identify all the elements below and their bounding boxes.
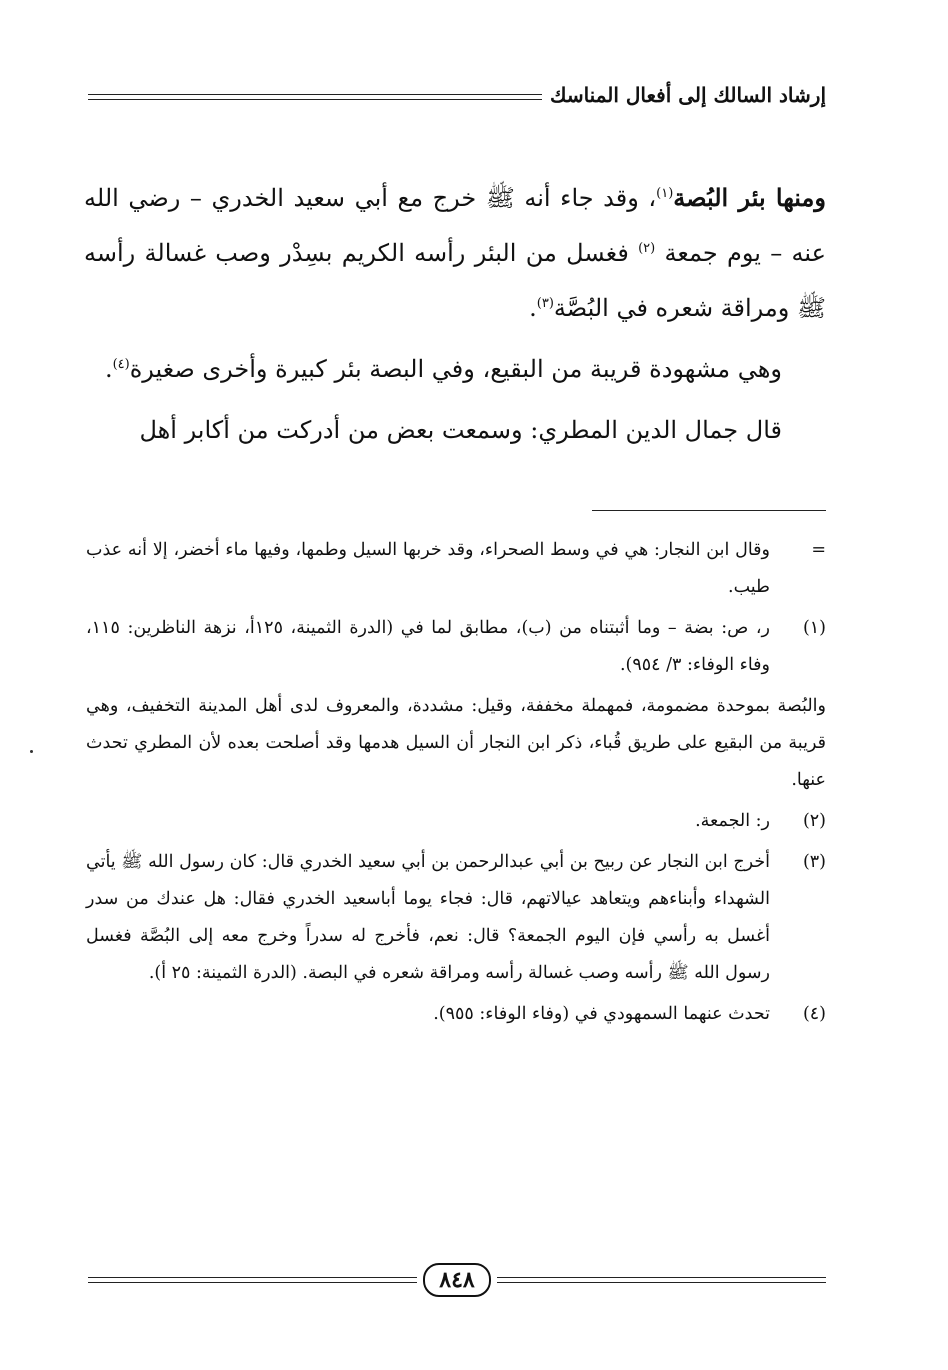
- footnote-2-number: (٢): [802, 811, 826, 831]
- page-number: ٨٤٨: [423, 1263, 490, 1297]
- paragraph-1-text-a: ، وقد جاء أنه ﷺ خرج مع أبي سعيد الخدري – رضي الله عنه – يوم جمعة: [84, 184, 826, 267]
- margin-dot: [30, 750, 33, 753]
- footnote-2: [86, 803, 826, 840]
- footnote-continuation: [86, 532, 826, 606]
- footnote-3-text: أخرج ابن النجار عن ربيح بن أبي عبدالرحمن بن أبي سعيد الخدري قال: كان رسول الله ﷺ يأتي الشهداء وأبناءهم ويتعاهد عيالاتهم، قال: فجاء يوما أباسعيد الخدري فقال: هل عندك من سدر أغسل به رأسي فإن اليوم الجمعة؟ قال: نعم، فأخرج له سدراً وخرج معه إلى البُصَّة فغسل رسول الله ﷺ رأسه وصب غسالة رأسه ومراقة شعره في البصة. (الدرة الثمينة: ٢٥ أ).: [86, 852, 770, 983]
- footnote-2-text: ر: الجمعة.: [695, 811, 770, 831]
- footnote-ref-3: (٣): [536, 296, 554, 311]
- footnote-4-text: تحدث عنهما السمهودي في (وفاء الوفاء: ٩٥٥).: [433, 1004, 770, 1024]
- paragraph-2-end: .: [104, 355, 113, 383]
- paragraph-2-text: وهي مشهودة قريبة من البقيع، وفي البصة بئر كبيرة وأخرى صغيرة: [129, 355, 782, 383]
- footer-rule-left: [88, 1277, 417, 1283]
- running-header: [88, 80, 826, 110]
- footnotes: [86, 532, 826, 1037]
- footnote-separator: [592, 510, 826, 511]
- footnote-3-number: (٣): [802, 852, 826, 872]
- paragraph-3-text: قال جمال الدين المطري: وسمعت بعض من أدركت من أكابر أهل: [139, 416, 782, 444]
- footnote-continuation-marker: =: [811, 540, 826, 560]
- paragraph-2: [84, 342, 826, 397]
- paragraph-1-lead: ومنها بئر البُصة: [673, 183, 826, 212]
- footnote-1: [86, 610, 826, 684]
- footnote-ref-4: (٤): [112, 357, 130, 372]
- paragraph-1-text-c: .: [529, 294, 537, 322]
- footnote-1-extra: والبُصة بموحدة مضمومة، فمهملة مخففة، وقيل: مشددة، والمعروف لدى أهل المدينة التخفيف، وهي قريبة من البقيع على طريق قُباء، ذكر ابن النجار أن السيل هدمها وقد أصلحت بعده لأن المطري تحدث عنها.: [86, 696, 826, 790]
- paragraph-3: [84, 403, 826, 458]
- footnote-ref-1: (١): [656, 186, 674, 201]
- footnote-ref-2: (٢): [638, 241, 656, 256]
- main-text: [84, 170, 826, 464]
- footer-rule-right: [497, 1277, 826, 1283]
- footnote-4-number: (٤): [802, 1004, 826, 1024]
- footnote-3: [86, 844, 826, 992]
- page-footer: [88, 1262, 826, 1298]
- footnote-continuation-text: وقال ابن النجار: هي في وسط الصحراء، وقد خربها السيل وطمها، وفيها ماء أخضر، إلا أنه عذب طيب.: [86, 540, 770, 597]
- footnote-1-number: (١): [802, 618, 826, 638]
- paragraph-1: [84, 170, 826, 336]
- running-title: إرشاد السالك إلى أفعال المناسك: [549, 83, 826, 107]
- paragraph-1-text-b: فغسل من البئر رأسه الكريم بسِدْر وصب غسالة رأسه ﷺ ومراقة شعره في البُصَّة: [84, 239, 826, 322]
- footnote-4: [86, 996, 826, 1033]
- footnote-1-text: ر، ص: بضة – وما أثبتناه من (ب)، مطابق لما في (الدرة الثمينة، ١٢٥أ، نزهة الناظرين: ١١٥، وفاء الوفاء: ٣/ ٩٥٤).: [86, 618, 770, 675]
- header-double-rule: [88, 94, 542, 100]
